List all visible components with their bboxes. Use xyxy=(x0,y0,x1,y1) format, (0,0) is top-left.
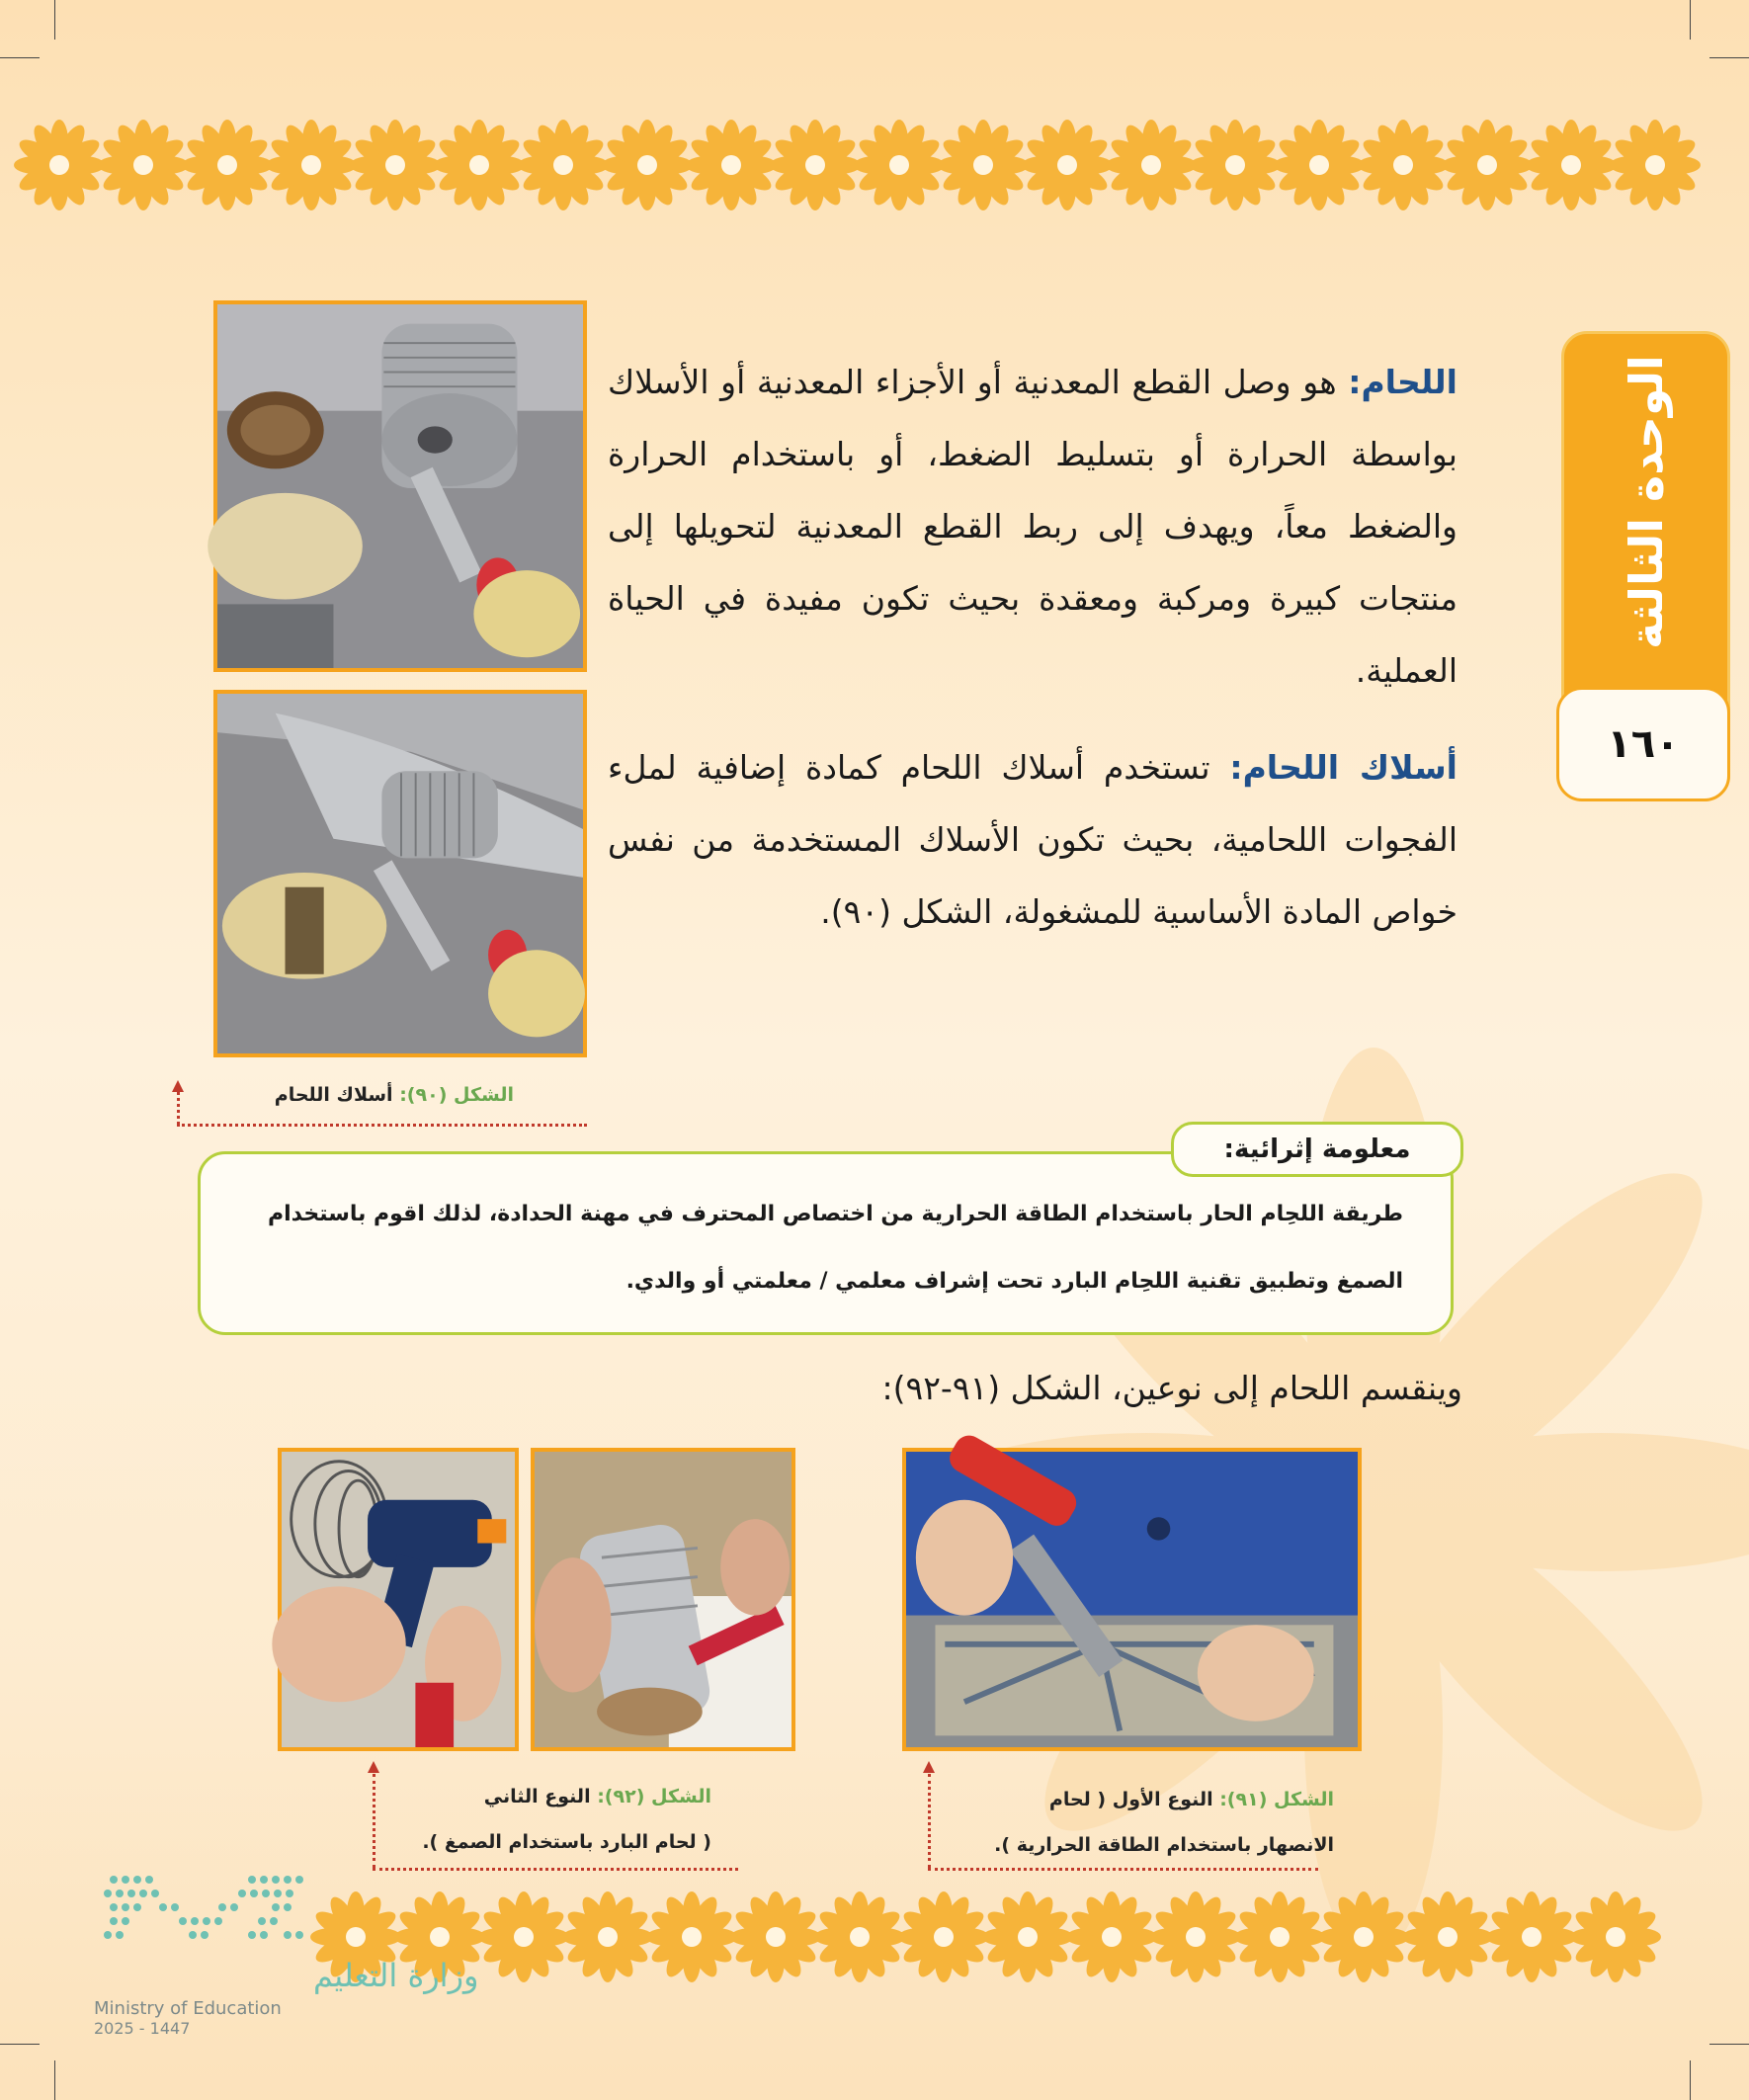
caption-leader xyxy=(177,1124,587,1127)
caption-arrow xyxy=(368,1761,379,1773)
caption-fig-label: الشكل (٩٢): xyxy=(597,1786,711,1807)
caption-fig-91 xyxy=(949,1777,1334,1868)
paragraph-welding-text: هو وصل القطع المعدنية أو الأجزاء المعدنية أو الأسلاك بواسطة الحرارة أو بتسليط الضغط، أو باستخدام الحرارة والضغط معاً، ويهدف إلى ربط القطع المعدنية لتحويلها إلى منتجات كبيرة ومركبة ومعقدة بحيث تكون مفيدة في الحياة العملية. xyxy=(608,363,1458,690)
caption-line-2: الانصهار باستخدام الطاقة الحرارية ). xyxy=(994,1834,1334,1856)
caption-leader-vertical xyxy=(373,1774,375,1868)
ministry-logo xyxy=(94,1868,479,2046)
crop-mark xyxy=(0,2044,40,2045)
unit-title: الوحدة الثالثة xyxy=(1620,355,1673,649)
crop-mark xyxy=(54,2060,55,2100)
crop-mark xyxy=(1690,0,1691,40)
info-line-1: طريقة اللحِام الحار باستخدام الطاقة الحرارية من اختصاص المحترف في مهنة الحدادة، لذلك اقوم باستخدام xyxy=(267,1202,1403,1226)
crop-mark xyxy=(1690,2060,1691,2100)
top-flower-border xyxy=(0,111,1749,219)
caption-fig-label: الشكل (٩١): xyxy=(1219,1789,1334,1810)
caption-fig-92 xyxy=(385,1774,711,1865)
caption-line-2: ( لحام البارد باستخدام الصمغ ). xyxy=(422,1831,711,1853)
paragraph-welding xyxy=(608,346,1458,707)
caption-leader-vertical xyxy=(928,1774,931,1868)
photo-glue-gun xyxy=(278,1448,519,1751)
paragraph-wires xyxy=(608,731,1458,948)
info-title: معلومة إثرائية: xyxy=(1171,1122,1463,1177)
crop-mark xyxy=(1709,2044,1749,2045)
logo-year-text: 2025 - 1447 xyxy=(94,2019,191,2038)
caption-text: النوع الثاني xyxy=(483,1786,598,1807)
photo-welding-can xyxy=(213,300,587,672)
caption-leader xyxy=(928,1868,1318,1871)
caption-line-1 xyxy=(949,1777,1334,1822)
caption-text: أسلاك اللحام xyxy=(274,1084,400,1106)
logo-arabic-text: وزارة التعليم xyxy=(313,1957,479,1994)
caption-fig-90 xyxy=(247,1084,514,1106)
page-number: ١٦٠ xyxy=(1556,687,1730,801)
intro-line: وينقسم اللحام إلى نوعين، الشكل (٩١-٩٢): xyxy=(881,1369,1462,1407)
photo-cold-welding-glue xyxy=(531,1448,795,1751)
info-line-2: الصمغ وتطبيق تقنية اللحِام البارد تحت إشراف معلمي / معلمتي أو والدي. xyxy=(625,1269,1403,1294)
caption-leader xyxy=(373,1868,738,1871)
photo-welding-wires xyxy=(213,690,587,1057)
paragraph-wires-text: تستخدم أسلاك اللحام كمادة إضافية لملء الفجوات اللحامية، بحيث تكون الأسلاك المستخدمة من نفس خواص المادة الأساسية للمشغولة، الشكل (٩٠). xyxy=(608,748,1458,931)
photo-fusion-welding xyxy=(902,1448,1362,1751)
caption-line-1 xyxy=(385,1774,711,1819)
crop-mark xyxy=(0,57,40,58)
term-welding: اللحام: xyxy=(1348,363,1458,401)
caption-leader-vertical xyxy=(177,1092,180,1125)
caption-text: النوع الأول ( لحام xyxy=(1048,1789,1220,1810)
caption-fig-label: الشكل (٩٠): xyxy=(399,1084,514,1106)
term-wires: أسلاك اللحام: xyxy=(1229,748,1458,787)
info-text xyxy=(237,1181,1403,1315)
crop-mark xyxy=(1709,57,1749,58)
crop-mark xyxy=(54,0,55,40)
caption-arrow xyxy=(923,1761,935,1773)
logo-english-text: Ministry of Education xyxy=(94,1998,282,2019)
caption-arrow xyxy=(172,1080,184,1092)
